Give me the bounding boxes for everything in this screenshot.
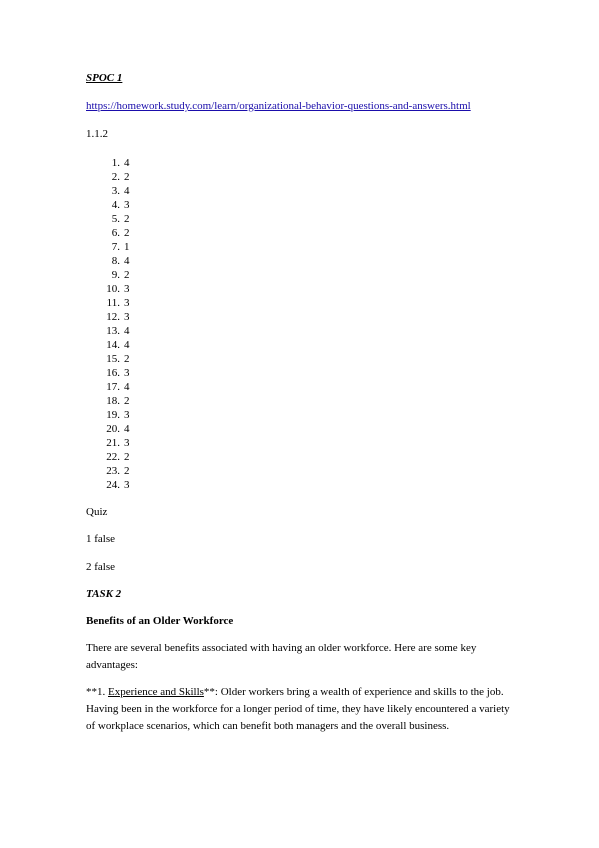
answer-item bbox=[102, 478, 130, 492]
answer-item bbox=[102, 324, 130, 338]
answer-value: 2 bbox=[124, 395, 130, 407]
answer-item bbox=[102, 170, 130, 184]
answer-number: 4. bbox=[111, 199, 120, 211]
spoc-heading: SPOC 1 bbox=[86, 72, 123, 84]
answer-number: 18. bbox=[106, 395, 120, 407]
answer-item bbox=[102, 394, 130, 408]
answer-item bbox=[102, 366, 130, 380]
answer-value: 3 bbox=[124, 479, 130, 491]
answer-value: 2 bbox=[124, 269, 130, 281]
quiz-item-1: 1 false bbox=[86, 533, 116, 545]
answer-number: 11. bbox=[106, 297, 120, 309]
answer-value: 3 bbox=[124, 409, 130, 421]
answer-value: 4 bbox=[124, 339, 130, 351]
answer-item bbox=[102, 310, 130, 324]
answer-number: 21. bbox=[106, 437, 120, 449]
answer-value: 2 bbox=[124, 213, 130, 225]
answer-item bbox=[102, 352, 130, 366]
answer-number: 5. bbox=[111, 213, 120, 225]
answer-value: 4 bbox=[124, 185, 130, 197]
answer-item bbox=[102, 450, 130, 464]
answer-number: 17. bbox=[106, 381, 120, 393]
answer-item bbox=[102, 464, 130, 478]
answer-number: 19. bbox=[106, 409, 120, 421]
point-body: : Older workers bring a wealth of experience and skills to the job. Having been in the workforce for a longer period of time, they have likely encountered a variety of workplace scenarios, which can benefit both managers and the overall business. bbox=[86, 686, 510, 732]
answer-item bbox=[102, 212, 130, 226]
answer-number: 15. bbox=[106, 353, 120, 365]
answer-value: 3 bbox=[124, 199, 130, 211]
answer-item bbox=[102, 254, 130, 268]
task2-point-1 bbox=[86, 684, 516, 735]
task2-intro: There are several benefits associated with having an older workforce. Here are some key advantages: bbox=[86, 642, 477, 671]
answer-number: 3. bbox=[111, 185, 120, 197]
answer-number: 2. bbox=[111, 171, 120, 183]
answer-number: 7. bbox=[111, 241, 120, 253]
answer-value: 3 bbox=[124, 367, 130, 379]
answer-number: 8. bbox=[111, 255, 120, 267]
answer-item bbox=[102, 268, 130, 282]
answer-list bbox=[102, 156, 130, 492]
answer-value: 4 bbox=[124, 423, 130, 435]
study-link[interactable]: https://homework.study.com/learn/organizational-behavior-questions-and-answers.html bbox=[86, 100, 471, 112]
answer-item bbox=[102, 184, 130, 198]
quiz-item-2: 2 false bbox=[86, 561, 116, 573]
answer-item bbox=[102, 380, 130, 394]
answer-number: 16. bbox=[106, 367, 120, 379]
answer-number: 13. bbox=[106, 325, 120, 337]
point-prefix: **1. bbox=[86, 686, 108, 698]
point-suffix: ** bbox=[203, 686, 215, 698]
answer-number: 20. bbox=[106, 423, 120, 435]
answer-value: 4 bbox=[124, 381, 130, 393]
answer-number: 10. bbox=[106, 283, 120, 295]
answer-value: 2 bbox=[124, 353, 130, 365]
point-title: Experience and Skills bbox=[108, 686, 204, 698]
section-id: 1.1.2 bbox=[86, 128, 108, 140]
answer-value: 3 bbox=[124, 437, 130, 449]
answer-value: 3 bbox=[124, 283, 130, 295]
answer-item bbox=[102, 436, 130, 450]
answer-item bbox=[102, 240, 130, 254]
answer-item bbox=[102, 422, 130, 436]
answer-value: 4 bbox=[124, 255, 130, 267]
answer-value: 2 bbox=[124, 451, 130, 463]
answer-number: 23. bbox=[106, 465, 120, 477]
answer-value: 3 bbox=[124, 311, 130, 323]
answer-value: 1 bbox=[124, 241, 130, 253]
answer-value: 2 bbox=[124, 465, 130, 477]
answer-number: 9. bbox=[111, 269, 120, 281]
answer-value: 2 bbox=[124, 227, 130, 239]
answer-value: 4 bbox=[124, 157, 130, 169]
answer-item bbox=[102, 226, 130, 240]
answer-item bbox=[102, 198, 130, 212]
answer-item bbox=[102, 408, 130, 422]
task2-heading: TASK 2 bbox=[86, 588, 122, 600]
answer-number: 12. bbox=[106, 311, 120, 323]
answer-number: 1. bbox=[111, 157, 120, 169]
answer-item bbox=[102, 338, 130, 352]
answer-value: 4 bbox=[124, 325, 130, 337]
answer-item bbox=[102, 156, 130, 170]
answer-item bbox=[102, 282, 130, 296]
answer-number: 6. bbox=[111, 227, 120, 239]
task2-subheading: Benefits of an Older Workforce bbox=[86, 615, 234, 627]
answer-value: 3 bbox=[124, 297, 130, 309]
answer-number: 22. bbox=[106, 451, 120, 463]
quiz-label: Quiz bbox=[86, 506, 108, 518]
answer-value: 2 bbox=[124, 171, 130, 183]
answer-item bbox=[102, 296, 130, 310]
answer-number: 24. bbox=[106, 479, 120, 491]
answer-number: 14. bbox=[106, 339, 120, 351]
